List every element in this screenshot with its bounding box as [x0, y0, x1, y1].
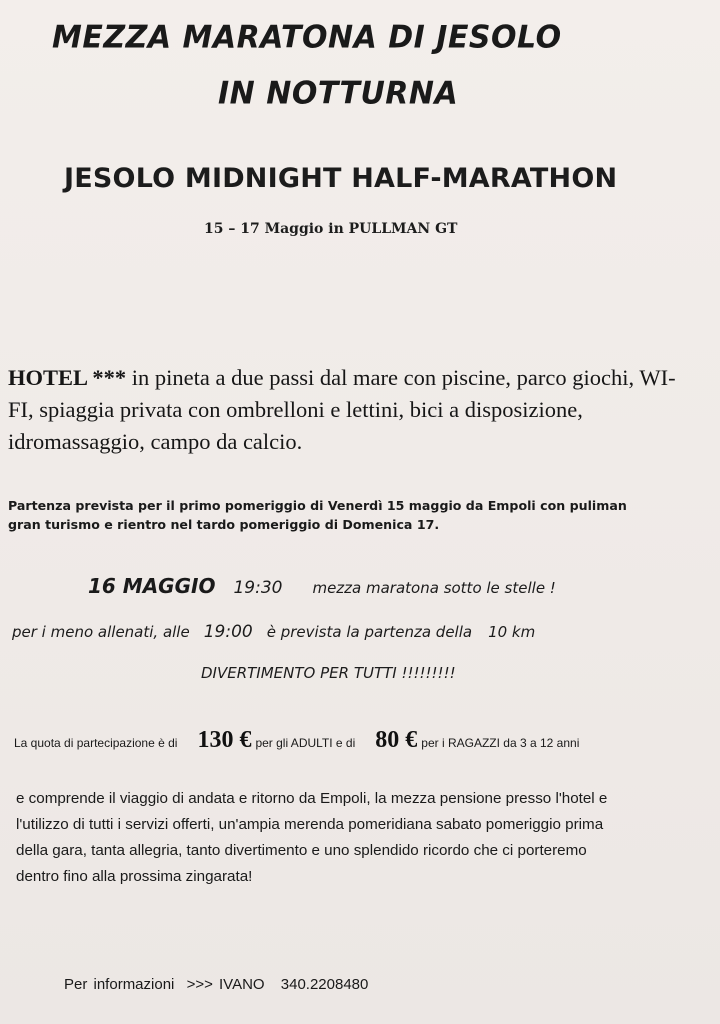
includes-line-2: l'utilizzo di tutti i servizi offerti, un'ampia merenda pomeridiana sabato pomeriggio prima: [16, 816, 604, 833]
short-race-mid: è prevista la partenza della: [266, 623, 473, 641]
short-race-line: [12, 622, 535, 642]
includes-line-4: dentro fino alla prossima zingarata!: [16, 868, 253, 885]
subtitle: JESOLO MIDNIGHT HALF-MARATHON: [64, 163, 618, 194]
adult-label: per gli ADULTI e di: [255, 736, 356, 750]
contact-label: Per informazioni: [64, 976, 175, 993]
short-race-time: 19:00: [203, 622, 253, 642]
kid-price: 80 €: [375, 727, 418, 753]
hotel-lead: HOTEL ***: [8, 365, 127, 390]
fun-tagline: DIVERTIMENTO PER TUTTI !!!!!!!!!: [201, 664, 456, 682]
contact-phone: 340.2208480: [280, 976, 369, 993]
kid-label: per i RAGAZZI da 3 a 12 anni: [421, 736, 580, 750]
departure-line-1: Partenza prevista per il primo pomeriggio di Venerdì 15 maggio da Empoli con puliman: [8, 498, 627, 513]
title-line-1: MEZZA MARATONA DI JESOLO: [52, 19, 562, 56]
includes-paragraph: [16, 786, 696, 890]
contact-line: [64, 976, 368, 993]
includes-line-1: e comprende il viaggio di andata e ritorno da Empoli, la mezza pensione presso l'hotel e: [16, 790, 608, 807]
pricing-intro: La quota di partecipazione è di: [14, 736, 178, 750]
contact-arrow: >>>: [186, 976, 213, 993]
contact-name: IVANO: [219, 976, 265, 993]
short-race-intro: per i meno allenati, alle: [12, 623, 190, 641]
title-line-2: IN NOTTURNA: [218, 75, 459, 112]
adult-price: 130 €: [197, 727, 252, 753]
race-time: 19:30: [233, 578, 283, 598]
hotel-description: [8, 362, 688, 458]
departure-info: [8, 496, 720, 534]
race-day: 16 MAGGIO: [88, 574, 216, 598]
includes-line-3: della gara, tanta allegria, tanto divertimento e uno splendido ricordo che ci porteremo: [16, 842, 587, 859]
pricing-line: [14, 727, 579, 754]
race-description: mezza maratona sotto le stelle !: [312, 579, 556, 597]
race-line: [88, 574, 556, 598]
departure-line-2: gran turismo e rientro nel tardo pomeriggio di Domenica 17.: [8, 517, 440, 532]
hotel-text: in pineta a due passi dal mare con piscine, parco giochi, WI-FI, spiaggia privata con ombrelloni e lettini, bici a disposizione, idromassaggio, campo da calcio.: [8, 365, 676, 454]
dates-line: 15 – 17 Maggio in PULLMAN GT: [204, 221, 458, 237]
short-race-distance: 10 km: [488, 623, 536, 641]
